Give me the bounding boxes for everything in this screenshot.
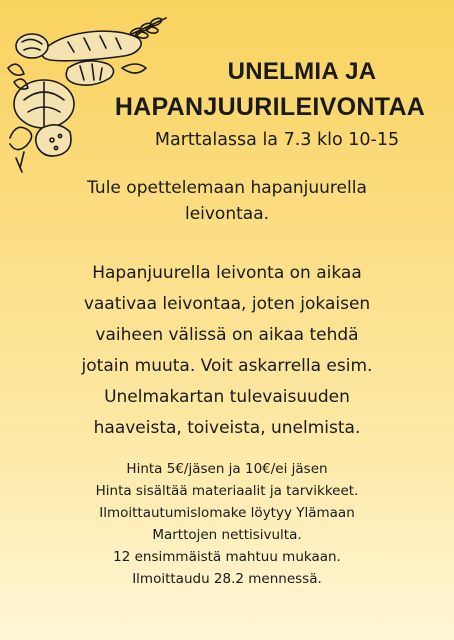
intro-line: Tule opettelemaan hapanjuurella [87,178,367,198]
info-paragraph [24,458,430,590]
bread-basket-icon [6,8,176,176]
description-paragraph [24,258,430,444]
pretzel-icon [10,127,32,172]
price-includes-line: Hinta sisältää materiaalit ja tarvikkeet. [95,483,359,499]
event-date-subtitle: Marttalassa la 7.3 klo 10-15 [154,130,400,150]
bread-slice-icon [36,125,71,156]
title-line-2: HAPANJUURILEIVONTAA [114,93,426,121]
baguette-icon [42,31,141,61]
deadline-line: Ilmoittaudu 28.2 mennessä. [132,571,322,587]
capacity-line: 12 ensimmäistä mahtuu mukaan. [113,549,341,565]
price-line: Hinta 5€/jäsen ja 10€/ei jäsen [126,461,328,477]
intro-line: leivontaa. [184,204,270,224]
roll-icon [16,34,48,58]
intro-paragraph [40,175,414,227]
description-line: jotain muuta. Voit askarrella esim. [81,356,373,376]
description-line: vaativaa leivontaa, joten jokaisen [83,294,371,314]
croissant-icon [66,61,113,85]
description-line: vaiheen välissä on aikaa tehdä [95,325,359,345]
registration-line: Ilmoittautumislomake löytyy Ylämaan [99,505,355,521]
round-loaf-icon [14,80,74,128]
title-line-1: UNELMIA JA [227,58,377,85]
description-line: Hapanjuurella leivonta on aikaa [92,263,362,283]
registration-site-line: Marttojen nettisivulta. [152,527,302,543]
description-line: Unelmakartan tulevaisuuden [104,387,350,407]
description-line: haaveista, toiveista, unelmista. [93,418,361,438]
